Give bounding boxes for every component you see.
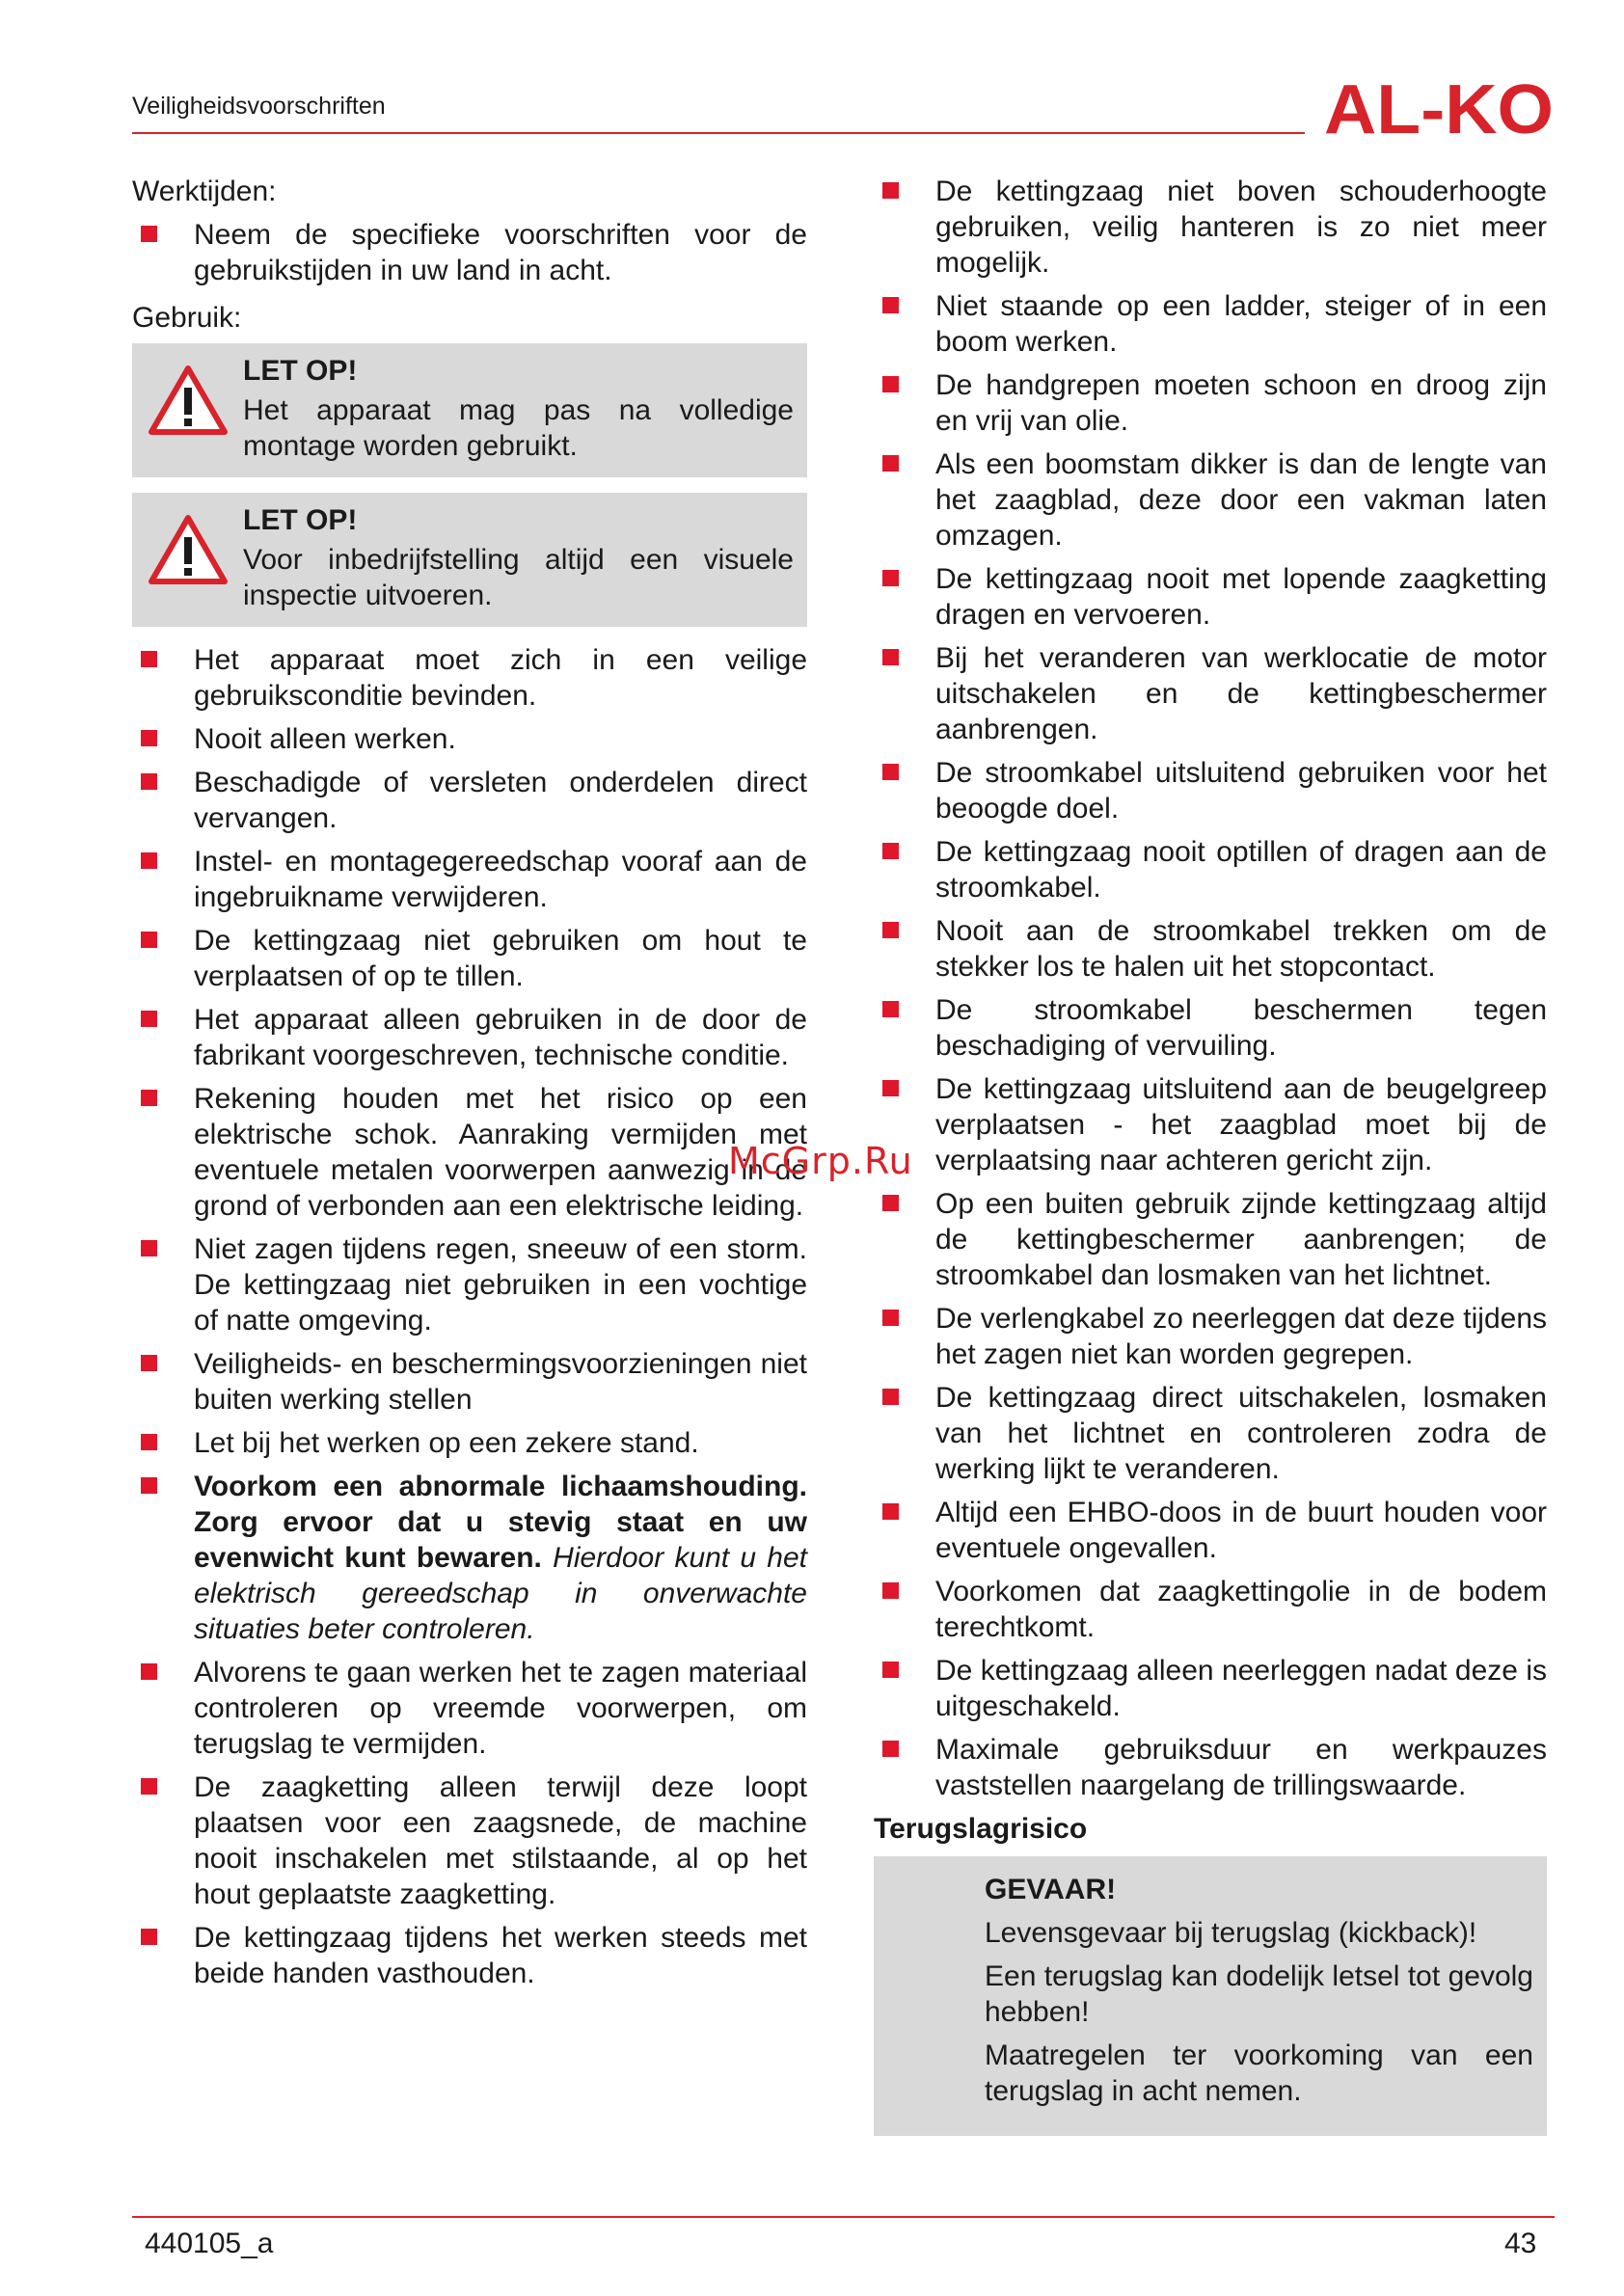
bullet-square-icon bbox=[141, 1090, 157, 1106]
caution-title: LET OP! bbox=[243, 355, 358, 387]
bullet-square-icon bbox=[882, 1310, 899, 1326]
bullet-square-icon bbox=[141, 730, 157, 746]
list-item: De kettingzaag alleen neerleggen nadat deze is uitgeschakeld. bbox=[874, 1653, 1547, 1724]
bullet-square-icon bbox=[882, 922, 899, 938]
posture-bold-text: Voorkom een abnormale lichaamshouding. Zorg ervoor dat u stevig staat en uw evenwicht kunt bewaren. bbox=[194, 1471, 807, 1574]
list-item: Voorkomen dat zaagkettingolie in de bodem terechtkomt. bbox=[874, 1574, 1547, 1645]
bullet-square-icon bbox=[882, 843, 899, 859]
list-item: Veiligheids- en beschermingsvoorzieningen niet buiten werking stellen bbox=[132, 1346, 807, 1418]
bullet-square-icon bbox=[882, 570, 899, 586]
danger-line: Maatregelen ter voorkoming van een terugslag in acht nemen. bbox=[985, 2039, 1533, 2107]
list-item: Rekening houden met het risico op een elektrische schok. Aanraking vermijden met eventuele metalen voorwerpen aanwezig in de grond of verbonden aan een elektrische leiding. bbox=[132, 1081, 807, 1224]
right-column bbox=[874, 174, 1547, 2136]
bullet-square-icon bbox=[882, 649, 899, 665]
warning-triangle-icon bbox=[148, 365, 229, 436]
bullet-square-icon bbox=[141, 226, 157, 242]
bullet-square-icon bbox=[882, 1001, 899, 1017]
bullet-square-icon bbox=[882, 1080, 899, 1096]
caution-box bbox=[132, 343, 807, 477]
list-item: Het apparaat moet zich in een veilige gebruiksconditie bevinden. bbox=[132, 642, 807, 714]
bullet-square-icon bbox=[141, 1477, 157, 1494]
bullet-square-icon bbox=[141, 1663, 157, 1680]
list-item: De kettingzaag nooit met lopende zaagketting dragen en vervoeren. bbox=[874, 561, 1547, 633]
danger-title: GEVAAR! bbox=[985, 1874, 1117, 1905]
doc-number: 440105_a bbox=[145, 2228, 274, 2259]
list-item: Op een buiten gebruik zijnde kettingzaag altijd de kettingbeschermer aanbrengen; de stroomkabel dan losmaken van het lichtnet. bbox=[874, 1186, 1547, 1293]
bullet-square-icon bbox=[141, 1011, 157, 1027]
bullet-square-icon bbox=[882, 1582, 899, 1599]
bullet-square-icon bbox=[882, 1503, 899, 1520]
bullet-square-icon bbox=[141, 1434, 157, 1450]
left-column bbox=[132, 174, 807, 1999]
caution-body: Het apparaat mag pas na volledige montage worden gebruikt. bbox=[243, 394, 794, 462]
posture-italic-text: Hierdoor kunt u het elektrisch gereedschap in onverwachte situaties beter controleren. bbox=[194, 1542, 808, 1645]
bullet-square-icon bbox=[882, 764, 899, 780]
bullet-square-icon bbox=[882, 1661, 899, 1678]
list-item bbox=[132, 1469, 807, 1647]
danger-box bbox=[874, 1856, 1547, 2136]
list-item: De kettingzaag direct uitschakelen, losmaken van het lichtnet en controleren zodra de werking lijkt te veranderen. bbox=[874, 1380, 1547, 1487]
werktijden-label: Werktijden: bbox=[132, 176, 277, 207]
usage-list-continued bbox=[874, 174, 1547, 1803]
bullet-square-icon bbox=[141, 1929, 157, 1945]
bullet-square-icon bbox=[882, 182, 899, 199]
list-item: Nooit alleen werken. bbox=[132, 721, 807, 757]
list-item: Het apparaat alleen gebruiken in de door de fabrikant voorgeschreven, technische conditie. bbox=[132, 1002, 807, 1073]
header-divider bbox=[132, 132, 1305, 134]
caution-body: Voor inbedrijfstelling altijd een visuele inspectie uitvoeren. bbox=[243, 544, 794, 611]
bullet-square-icon bbox=[882, 376, 899, 392]
caution-box bbox=[132, 493, 807, 627]
list-item: Als een boomstam dikker is dan de lengte van het zaagblad, deze door een vakman laten omzagen. bbox=[874, 446, 1547, 554]
page-header-title: Veiligheidsvoorschriften bbox=[132, 93, 386, 120]
danger-line: Levensgevaar bij terugslag (kickback)! bbox=[985, 1917, 1477, 1949]
list-item: Niet staande op een ladder, steiger of in een boom werken. bbox=[874, 288, 1547, 360]
list-item: Neem de specifieke voorschriften voor de gebruikstijden in uw land in acht. bbox=[132, 217, 807, 288]
list-item: De kettingzaag uitsluitend aan de beugelgreep verplaatsen - het zaagblad moet bij de verplaatsing naar achteren gericht zijn. bbox=[874, 1071, 1547, 1178]
list-item: Alvorens te gaan werken het te zagen materiaal controleren op vreemde voorwerpen, om terugslag te vermijden. bbox=[132, 1655, 807, 1762]
bullet-square-icon bbox=[882, 1741, 899, 1757]
svg-text:AL-KO: AL-KO bbox=[1324, 73, 1554, 143]
bullet-square-icon bbox=[882, 1389, 899, 1405]
werktijden-list bbox=[132, 217, 807, 288]
list-item: De verlengkabel zo neerleggen dat deze tijdens het zagen niet kan worden gegrepen. bbox=[874, 1301, 1547, 1372]
watermark: McGrp.Ru bbox=[728, 1140, 913, 1182]
footer-divider bbox=[132, 2216, 1555, 2218]
bullet-square-icon bbox=[882, 455, 899, 472]
list-item: De zaagketting alleen terwijl deze loopt plaatsen voor een zaagsnede, de machine nooit inschakelen met stilstaande, al op het hout geplaatste zaagketting. bbox=[132, 1769, 807, 1912]
list-item: De handgrepen moeten schoon en droog zijn en vrij van olie. bbox=[874, 367, 1547, 439]
list-item: Niet zagen tijdens regen, sneeuw of een storm. De kettingzaag niet gebruiken in een vochtige of natte omgeving. bbox=[132, 1231, 807, 1338]
danger-line: Een terugslag kan dodelijk letsel tot gevolg hebben! bbox=[985, 1960, 1533, 2028]
bullet-square-icon bbox=[882, 297, 899, 313]
page-number: 43 bbox=[1504, 2228, 1537, 2259]
list-item: Let bij het werken op een zekere stand. bbox=[132, 1425, 807, 1461]
list-item: De stroomkabel uitsluitend gebruiken voor het beoogde doel. bbox=[874, 755, 1547, 826]
bullet-square-icon bbox=[141, 773, 157, 790]
bullet-square-icon bbox=[141, 932, 157, 948]
bullet-square-icon bbox=[141, 852, 157, 869]
bullet-square-icon bbox=[882, 1195, 899, 1211]
list-item: De kettingzaag tijdens het werken steeds met beide handen vasthouden. bbox=[132, 1920, 807, 1991]
list-item: De kettingzaag nooit optillen of dragen aan de stroomkabel. bbox=[874, 834, 1547, 905]
list-item: Nooit aan de stroomkabel trekken om de stekker los te halen uit het stopcontact. bbox=[874, 913, 1547, 985]
caution-title: LET OP! bbox=[243, 504, 358, 536]
terugslag-heading: Terugslagrisico bbox=[874, 1813, 1088, 1845]
bullet-square-icon bbox=[141, 1240, 157, 1256]
bullet-square-icon bbox=[141, 1355, 157, 1371]
list-item: De kettingzaag niet gebruiken om hout te verplaatsen of op te tillen. bbox=[132, 923, 807, 994]
list-item: De kettingzaag niet boven schouderhoogte gebruiken, veilig hanteren is zo niet meer mogelijk. bbox=[874, 174, 1547, 281]
list-item: Bij het veranderen van werklocatie de motor uitschakelen en de kettingbeschermer aanbrengen. bbox=[874, 640, 1547, 747]
bullet-square-icon bbox=[141, 651, 157, 667]
alko-logo bbox=[1324, 73, 1556, 143]
list-item: De stroomkabel beschermen tegen beschadiging of vervuiling. bbox=[874, 992, 1547, 1064]
list-item: Maximale gebruiksduur en werkpauzes vaststellen naargelang de trillingswaarde. bbox=[874, 1732, 1547, 1803]
gebruik-label: Gebruik: bbox=[132, 302, 242, 334]
list-item: Beschadigde of versleten onderdelen direct vervangen. bbox=[132, 765, 807, 836]
usage-list bbox=[132, 642, 807, 1991]
list-item: Instel- en montagegereedschap vooraf aan de ingebruikname verwijderen. bbox=[132, 844, 807, 915]
list-item: Altijd een EHBO-doos in de buurt houden voor eventuele ongevallen. bbox=[874, 1495, 1547, 1566]
warning-triangle-icon bbox=[148, 514, 229, 585]
bullet-square-icon bbox=[141, 1778, 157, 1795]
